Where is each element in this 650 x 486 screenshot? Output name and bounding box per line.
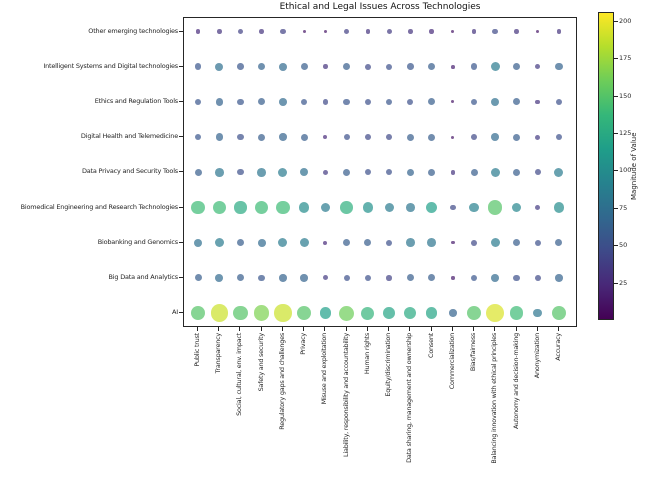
y-tickmark <box>179 31 183 32</box>
bubble <box>450 205 456 211</box>
bubble <box>258 134 265 141</box>
bubble <box>407 63 414 70</box>
bubble <box>237 274 244 281</box>
bubble <box>195 63 202 70</box>
bubble <box>386 134 392 140</box>
colorbar-label: Magnitude of Value <box>630 132 638 200</box>
x-tickmark <box>324 327 325 331</box>
x-tickmark <box>218 327 219 331</box>
bubble <box>300 168 308 176</box>
bubble <box>426 307 438 319</box>
bubble <box>343 169 350 176</box>
bubble <box>323 170 328 175</box>
bubble <box>215 168 224 177</box>
bubble <box>555 239 562 246</box>
bubble <box>238 29 243 34</box>
bubble <box>467 306 481 320</box>
bubble <box>406 238 415 247</box>
x-tick-label: Commercialization <box>447 333 456 390</box>
y-tick-label: Biobanking and Genomics <box>97 237 178 246</box>
bubble <box>274 304 291 321</box>
bubble <box>194 239 202 247</box>
bubble <box>300 274 307 281</box>
x-tickmark <box>388 327 389 331</box>
bubble <box>491 62 500 71</box>
bubble <box>427 238 436 247</box>
colorbar-tick-label: 50 <box>619 241 628 250</box>
x-tick-label: Misuse and exploitation <box>320 333 329 405</box>
bubble <box>555 63 562 70</box>
bubble <box>217 29 222 34</box>
bubble <box>237 63 244 70</box>
x-tickmark <box>282 327 283 331</box>
y-tick-label: Data Privacy and Security Tools <box>81 167 178 176</box>
bubble <box>361 307 374 320</box>
bubble <box>386 275 391 280</box>
bubble <box>407 169 414 176</box>
bubble <box>259 29 264 34</box>
x-tickmark <box>409 327 410 331</box>
x-tick-label: Social, cultural, env. impact <box>235 333 244 416</box>
x-tick-label: Consent <box>426 333 435 358</box>
bubble <box>513 275 519 281</box>
bubble <box>404 307 416 319</box>
bubble <box>386 240 392 246</box>
bubble <box>343 63 350 70</box>
y-tickmark <box>179 207 183 208</box>
bubble <box>237 99 244 106</box>
bubble <box>486 304 504 322</box>
bubble <box>386 99 393 106</box>
x-tickmark <box>367 327 368 331</box>
bubble <box>301 134 308 141</box>
bubble <box>280 29 285 34</box>
bubble <box>407 134 414 141</box>
bubble <box>365 275 371 281</box>
bubble <box>324 30 327 33</box>
bubble <box>471 240 477 246</box>
bubble <box>491 238 500 247</box>
x-tick-label: Privacy <box>299 333 308 355</box>
bubble <box>191 201 204 214</box>
bubble <box>257 168 266 177</box>
x-tickmark <box>516 327 517 331</box>
x-tickmark <box>473 327 474 331</box>
y-tick-label: Other emerging technologies <box>88 26 178 35</box>
x-tickmark <box>197 327 198 331</box>
bubble <box>554 202 564 212</box>
colorbar <box>598 12 614 320</box>
colorbar-tick-label: 175 <box>619 54 632 63</box>
bubble <box>451 276 454 279</box>
bubble <box>407 274 414 281</box>
bubble <box>451 170 456 175</box>
bubble <box>471 63 478 70</box>
bubble <box>554 168 563 177</box>
bubble <box>556 99 562 105</box>
x-tickmark <box>261 327 262 331</box>
colorbar-tick-label: 100 <box>619 166 632 175</box>
y-tick-label: Biomedical Engineering and Research Technologies <box>20 202 178 211</box>
bubble <box>535 275 541 281</box>
bubble <box>301 99 308 106</box>
y-tickmark <box>179 242 183 243</box>
bubble <box>535 64 540 69</box>
bubble <box>279 63 287 71</box>
bubble <box>510 306 523 319</box>
bubble <box>213 201 226 214</box>
bubble <box>303 30 306 33</box>
x-tickmark <box>346 327 347 331</box>
bubble <box>386 169 392 175</box>
x-tick-label: Autonomy and decision-making <box>511 333 520 429</box>
bubble <box>276 201 289 214</box>
y-tickmark <box>179 136 183 137</box>
x-tick-label: Bias/fairness <box>469 333 478 372</box>
colorbar-tickmark <box>614 133 618 134</box>
bubble <box>323 99 329 105</box>
bubble <box>321 203 330 212</box>
colorbar-tick-label: 150 <box>619 91 632 100</box>
bubble <box>513 169 520 176</box>
bubble <box>344 29 349 34</box>
bubble <box>513 239 520 246</box>
colorbar-tickmark <box>614 96 618 97</box>
x-tick-label: Transparency <box>214 333 223 374</box>
bubble <box>216 98 223 105</box>
bubble <box>387 29 392 34</box>
x-tick-label: Human rights <box>362 333 371 375</box>
y-tick-label: Ethics and Regulation Tools <box>94 96 178 105</box>
bubble <box>514 29 519 34</box>
bubble <box>215 63 223 71</box>
bubble <box>195 99 202 106</box>
bubble <box>278 238 287 247</box>
colorbar-tick-label: 75 <box>619 203 628 212</box>
bubble <box>215 238 224 247</box>
bubble <box>492 29 498 35</box>
y-tick-label: Digital Health and Telemedicine <box>80 132 178 141</box>
bubble <box>429 29 433 33</box>
bubble <box>344 275 350 281</box>
bubble <box>469 203 478 212</box>
bubble <box>536 30 539 33</box>
bubble <box>195 274 202 281</box>
colorbar-tickmark <box>614 21 618 22</box>
bubble <box>323 135 327 139</box>
x-tick-label: Balancing innovation with ethical principles <box>490 333 499 464</box>
y-tick-label: Intelligent Systems and Digital technologies <box>43 61 178 70</box>
y-tick-label: AI <box>172 308 178 317</box>
bubble <box>552 306 566 320</box>
bubble <box>211 304 228 321</box>
bubble <box>344 134 350 140</box>
bubble <box>237 169 243 175</box>
bubble <box>428 169 435 176</box>
bubble <box>428 134 435 141</box>
bubble <box>449 309 456 316</box>
bubble <box>491 274 499 282</box>
bubble <box>365 169 371 175</box>
x-tickmark <box>558 327 559 331</box>
bubble <box>426 202 437 213</box>
colorbar-tick-label: 125 <box>619 129 632 138</box>
bubble <box>556 134 562 140</box>
y-tickmark <box>179 312 183 313</box>
bubble <box>512 203 522 213</box>
y-tickmark <box>179 66 183 67</box>
bubble <box>343 239 350 246</box>
colorbar-tick-label: 25 <box>619 278 628 287</box>
bubble <box>279 274 286 281</box>
bubble <box>491 168 500 177</box>
bubble <box>471 134 477 140</box>
bubble <box>216 133 223 140</box>
bubble <box>365 134 371 140</box>
bubble <box>258 63 265 70</box>
x-tick-label: Equity/discrimination <box>384 333 393 397</box>
bubble <box>488 200 502 214</box>
y-tickmark <box>179 277 183 278</box>
bubble <box>385 203 394 212</box>
bubble <box>195 169 202 176</box>
bubble <box>278 168 287 177</box>
bubble <box>301 63 308 70</box>
bubble <box>258 239 266 247</box>
bubble <box>535 135 540 140</box>
bubble <box>215 274 223 282</box>
x-tick-label: Data sharing, management and ownership <box>405 333 414 463</box>
bubble <box>451 136 454 139</box>
bubble <box>451 241 454 244</box>
bubble <box>471 275 478 282</box>
bubble <box>513 134 520 141</box>
colorbar-tickmark <box>614 170 618 171</box>
bubble <box>233 306 247 320</box>
bubble <box>513 98 520 105</box>
bubble <box>258 98 265 105</box>
colorbar-tickmark <box>614 208 618 209</box>
bubble <box>472 29 477 34</box>
bubble <box>258 275 265 282</box>
chart-title: Ethical and Legal Issues Across Technologies <box>279 2 481 12</box>
bubble <box>196 29 200 33</box>
x-tickmark <box>431 327 432 331</box>
y-tickmark <box>179 101 183 102</box>
x-tickmark <box>537 327 538 331</box>
bubble <box>491 133 499 141</box>
x-tickmark <box>494 327 495 331</box>
bubble <box>513 63 520 70</box>
bubble <box>535 100 540 105</box>
bubble <box>323 241 327 245</box>
bubble <box>237 239 244 246</box>
bubble <box>491 98 499 106</box>
x-tickmark <box>303 327 304 331</box>
bubble <box>195 134 202 141</box>
bubble <box>323 64 328 69</box>
plot-area <box>183 17 577 327</box>
x-tickmark <box>452 327 453 331</box>
x-tick-label: Anonymization <box>532 333 541 379</box>
colorbar-tickmark <box>614 283 618 284</box>
bubble <box>339 306 354 321</box>
bubble <box>383 307 395 319</box>
bubble <box>279 133 286 140</box>
bubble <box>428 63 435 70</box>
bubble <box>366 29 371 34</box>
x-tickmark <box>239 327 240 331</box>
bubble <box>299 202 309 212</box>
bubble <box>535 169 541 175</box>
bubble <box>255 201 268 214</box>
bubble <box>451 30 454 33</box>
bubble <box>363 202 374 213</box>
bubble <box>297 306 311 320</box>
bubble <box>408 29 413 34</box>
bubble <box>340 201 353 214</box>
bubble <box>191 306 205 320</box>
bubble <box>471 99 478 106</box>
bubble <box>323 275 328 280</box>
colorbar-tickmark <box>614 245 618 246</box>
colorbar-tickmark <box>614 58 618 59</box>
bubble <box>364 239 371 246</box>
bubble <box>451 100 454 103</box>
bubble <box>234 201 246 213</box>
bubble <box>535 240 541 246</box>
bubble <box>451 65 455 69</box>
x-tick-label: Safety and security <box>256 333 265 392</box>
colorbar-tick-label: 200 <box>619 16 632 25</box>
bubble <box>533 309 542 318</box>
bubble <box>428 274 435 281</box>
bubble <box>365 64 371 70</box>
bubble <box>386 64 392 70</box>
bubble <box>365 99 371 105</box>
x-tick-label: Public trust <box>193 333 201 367</box>
x-tick-label: Accuracy <box>553 333 562 361</box>
bubble <box>535 205 540 210</box>
y-tick-label: Big Data and Analytics <box>108 272 178 281</box>
bubble <box>555 274 562 281</box>
bubble <box>254 305 269 320</box>
bubble <box>407 99 413 105</box>
y-tickmark <box>179 171 183 172</box>
bubble <box>343 99 350 106</box>
x-tick-label: Liability, responsibility and accountability <box>341 333 350 457</box>
bubble <box>320 307 331 318</box>
bubble <box>406 203 415 212</box>
bubble <box>471 169 478 176</box>
bubble <box>300 238 309 247</box>
bubble <box>237 134 243 140</box>
bubble <box>428 98 435 105</box>
x-tick-label: Regulatory gaps and challenges <box>277 333 286 430</box>
bubble <box>557 29 562 34</box>
bubble <box>279 98 287 106</box>
